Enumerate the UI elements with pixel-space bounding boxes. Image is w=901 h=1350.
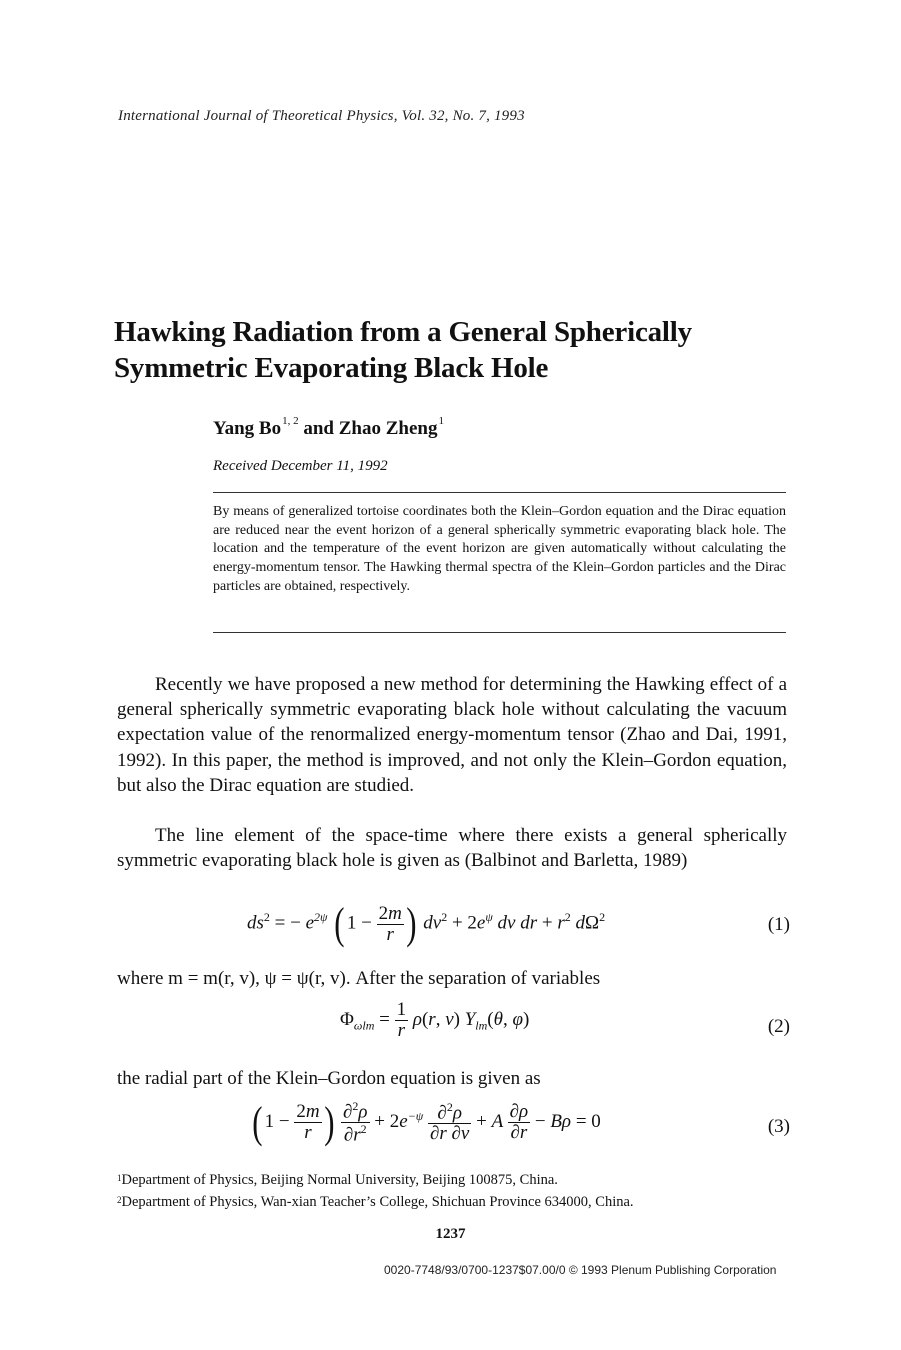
title-line-1: Hawking Radiation from a General Spherically: [114, 316, 692, 348]
equation-number: (2): [767, 1016, 790, 1037]
abstract-top-rule: [213, 492, 786, 493]
affiliation-mark: 1: [438, 415, 444, 427]
abstract: By means of generalized tortoise coordinates both the Klein–Gordon equation and the Dirac equation are reduced near the event horizon of a general spherically symmetric evaporating black hole. The location and the temperature of the event horizon are given automatically without calculating the energy-momentum tensor. The Hawking thermal spectra of the Klein–Gordon particles and the Dirac particles are obtained, respectively.: [213, 504, 786, 594]
body-paragraph: Recently we have proposed a new method for determining the Hawking effect of a general spherically symmetric evaporating black hole without calculating the vacuum expectation value of the renormalized energy-momentum tensor (Zhao and Dai, 1991, 1992). In this paper, the method is improved, and not only the Klein–Gordon equation, but also the Dirac equation are studied.: [117, 674, 787, 796]
page-number: 1237: [435, 1226, 466, 1242]
author-joiner: and: [303, 418, 334, 439]
footnote-mark: 2: [117, 1195, 122, 1205]
body-text-line: the radial part of the Klein–Gordon equation is given as: [117, 1068, 541, 1089]
equation-1: $ds^2$ = − $e^{2\psi}$ ( 1 − $\frac{2m}{r}$ ) $dv^2 + 2e^\psi$ dv dr + $r^2$ $d\Omega^2$: [247, 899, 606, 948]
body-text-line: where m = m(r, v), ψ = ψ(r, v). After the separation of variables: [117, 968, 601, 989]
equation-2: $\Phi_{\omega lm}$ = $\frac{1}{r}$ ρ(r, v) $Y_{lm}(\theta$, φ): [340, 999, 530, 1041]
footnote-1: [117, 1170, 817, 1191]
body-paragraph: The line element of the space-time where there exists a general spherically symmetric evaporating black hole is given as (Balbinot and Barletta, 1989): [117, 825, 787, 872]
title-line-2: Symmetric Evaporating Black Hole: [114, 352, 549, 384]
footnote-text: Department of Physics, Wan-xian Teacher’s College, Shichuan Province 634000, China.: [121, 1194, 634, 1210]
affiliation-mark: 1, 2: [282, 415, 299, 427]
journal-citation: International Journal of Theoretical Physics, Vol. 32, No. 7, 1993: [118, 108, 525, 124]
equation-3: ( 1 − $\frac{2m}{r}$ ) $\frac{\partial^2\rho}{\partial r^2}$ + $2e^{-\psi}$ $\frac{\partial^2\rho}{\partial r \partial v}$ + A $\frac{\partial\rho}{\partial r}$ − Bρ = 0: [252, 1097, 601, 1147]
copyright-line: 0020-7748/93/0700-1237$07.00/0 © 1993 Plenum Publishing Corporation: [384, 1263, 777, 1277]
received-date: Received December 11, 1992: [213, 458, 388, 474]
author-name: Zhao Zheng: [338, 418, 438, 439]
abstract-bottom-rule: [213, 632, 786, 633]
paper-title: [114, 314, 814, 386]
footnote-2: [117, 1192, 817, 1213]
equation-number: (3): [767, 1116, 790, 1137]
author-list: [213, 415, 444, 440]
equation-number: (1): [767, 914, 790, 935]
footnote-mark: 1: [117, 1173, 122, 1183]
author-name: Yang Bo: [213, 418, 282, 439]
footnote-text: Department of Physics, Beijing Normal University, Beijing 100875, China.: [121, 1172, 558, 1188]
